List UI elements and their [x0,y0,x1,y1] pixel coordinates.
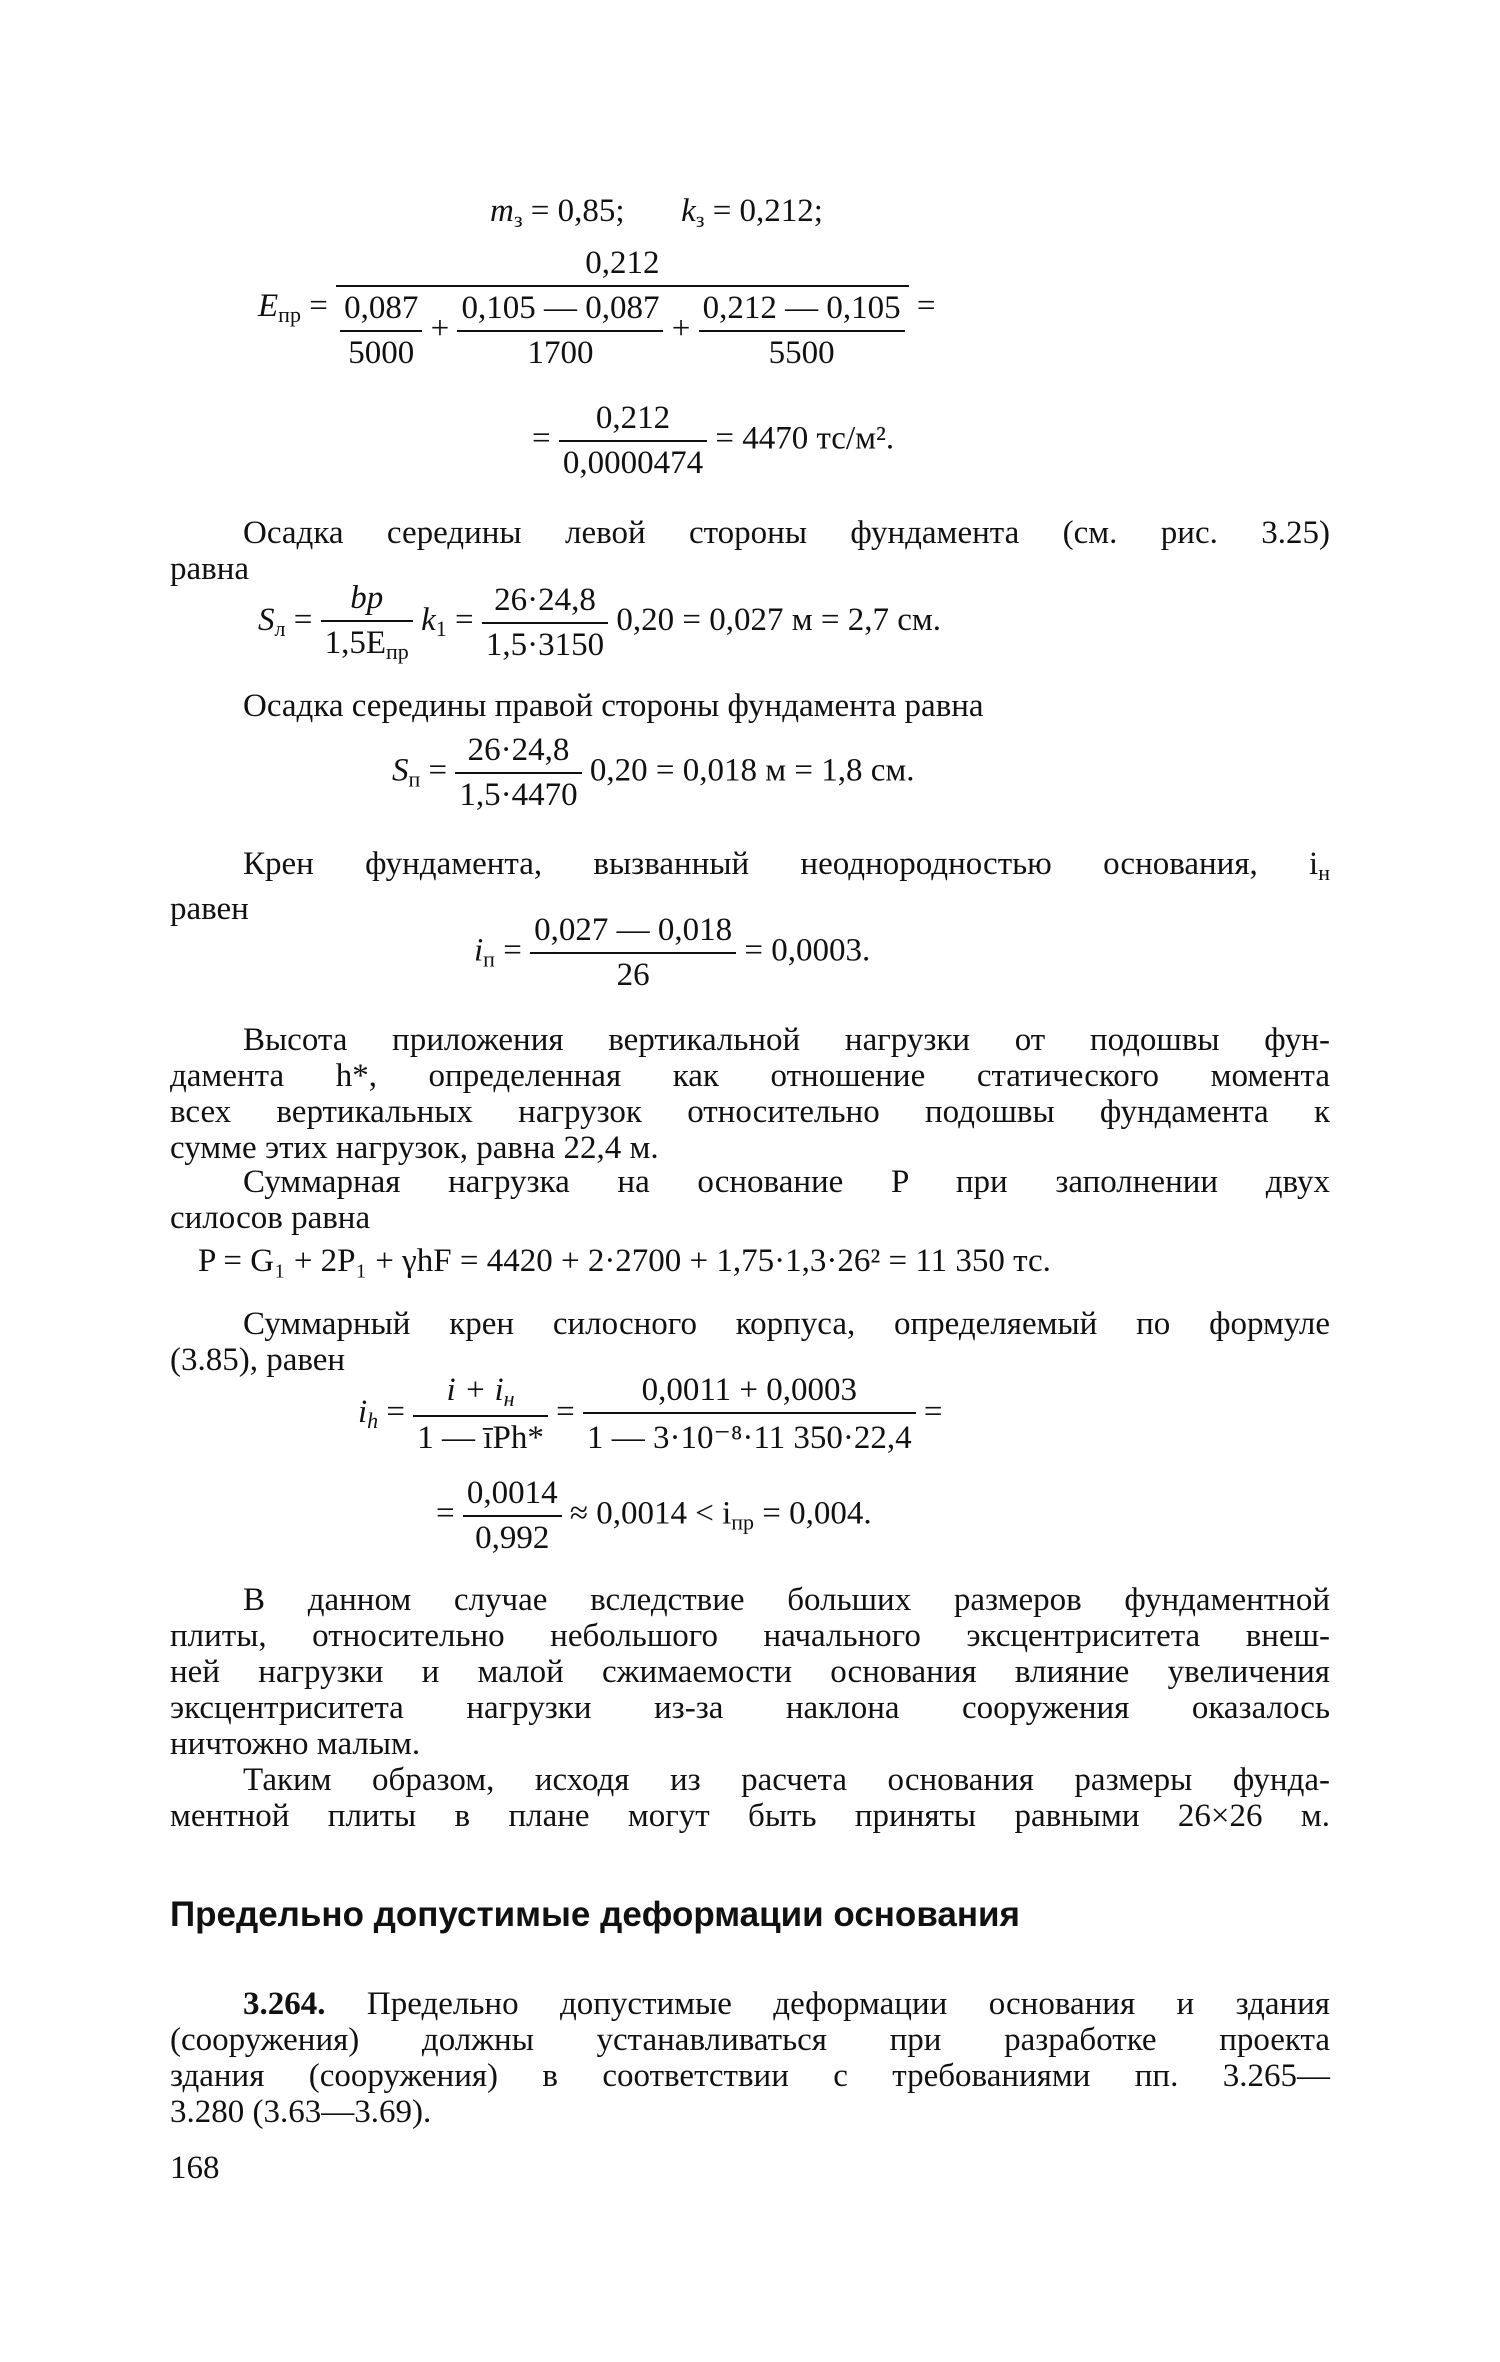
k-value: = 0,212; [704,193,823,229]
e-main-fraction [336,245,909,372]
formula-i-p: $i_п$ = $\frac{0,027 — 0,018}{26}$ = 0,0003. [474,912,871,993]
paragraph-2: Осадка середины правой стороны фундамента равна [243,688,984,724]
ih-fraction-2: $\frac{0,0011 + 0,0003}{\text{1 — 3·10⁻⁸·11 350·22,4}}$ [583,1372,916,1457]
m-symbol: m [490,193,514,229]
k-subscript: з [695,207,705,232]
paragraph-1: Осадка середины левой стороны фундамента (см. рис. 3.25) равна [170,515,1330,587]
formula-s-left: $S_л$ = $\frac{bp}{1,5E_{пр}}$ $k_1$ = $\frac{26\cdot 24,8}{1,5\cdot 3150}$ 0,20 = 0,027 м = 2,7 см. [258,580,941,664]
m-subscript: з [513,207,523,232]
sl-fraction-2: $\frac{26\cdot 24,8}{1,5\cdot 3150}$ [482,582,608,664]
e-denominator: $\frac{0,087}{5000}$ + $\frac{0,105 — 0,087}{1700}$ + $\frac{0,212 — 0,105}{5500}$ [336,287,909,372]
paragraph-8: Таким образом, исходя из расчета основания размеры фунда- ментной плиты в плане могут быть приняты равными 26×26 м. [170,1762,1330,1834]
formula-s-right: $S_п$ = $\frac{26\cdot 24,8}{1,5\cdot 4470}$ 0,20 = 0,018 м = 1,8 см. [392,732,915,813]
ip-fraction: $\frac{0,027 — 0,018}{26}$ [530,912,736,994]
sp-fraction: $\frac{26\cdot 24,8}{1,5\cdot 4470}$ [455,732,581,814]
e-numerator: 0,212 [336,245,909,287]
paragraph-6: Суммарный крен силосного корпуса, определяемый по формуле (3.85), равен [170,1306,1330,1378]
paragraph-4: Высота приложения вертикальной нагрузки от подошвы фун- дамента h*, определенная как отношение статического момента всех вертикальных нагрузок относительно подошвы фундамента к сумме этих нагрузок, равна 22,4 м. [170,1022,1330,1166]
formula-e-result: = $\frac{0,212}{0,0000474}$ = 4470 тс/м². [532,400,895,481]
clause-number: 3.264. [243,1986,326,2022]
formula-m-k [490,193,823,233]
paragraph-7: В данном случае вследствие больших размеров фундаментной плиты, относительно небольшого начального эксцентриситета внеш- ней нагрузки и малой сжимаемости основания влияние увеличения эксцентриситета нагрузки из-за наклона сооружения оказалось ничтожно малым. [170,1582,1330,1762]
page-number: 168 [170,2150,220,2186]
equals-sign: = [309,288,328,325]
term1-fraction: $\frac{0,087}{5000}$ [340,290,422,372]
formula-i-h: $i_h$ = $\frac{i + i_н}{\text{1 — īPh*}}$ = $\frac{0,0011 + 0,0003}{\text{1 — 3·10⁻⁸·11 350·22,4}}$ = [358,1372,943,1456]
sl-fraction-1: $\frac{bp}{1,5E_{пр}}$ [321,580,413,665]
formula-e-pr: $E_{пр}$ = 0,212 $\frac{0,087}{5000}$ + $\frac{0,105 — 0,087}{1700}$ + $\frac{0,212 — 0,105}{5500}$ = [258,245,936,371]
e-symbol: E [258,288,279,325]
term2-fraction: $\frac{0,105 — 0,087}{1700}$ [457,290,663,372]
e-subscript: пр [278,302,301,328]
paragraph-5: Суммарная нагрузка на основание P при заполнении двух силосов равна [170,1164,1330,1236]
e2-fraction: $\frac{0,212}{0,0000474}$ [559,400,707,482]
formula-i-h-result: = $\frac{0,0014}{0,992}$ ≈ $0,0014 < i_{пр} = 0,004$. [436,1475,872,1556]
k-symbol: k [681,193,696,229]
paragraph-3: Крен фундамента, вызванный неоднородностью основания, $i_н$ равен [170,846,1330,927]
ih-fraction-1: $\frac{i + i_н}{\text{1 — īPh*}}$ [413,1372,548,1457]
m-value: = 0,85; [522,193,625,229]
section-heading: Предельно допустимые деформации основания [170,1895,1020,1934]
paragraph-9: 3.264. Предельно допустимые деформации основания и здания (сооружения) должны устанавливаться при разработке проекта здания (сооружения) в соответствии с требованиями пп. 3.265— 3.280 (3.63—3.69). [170,1986,1330,2130]
term3-fraction: $\frac{0,212 — 0,105}{5500}$ [699,290,905,372]
formula-p-total: P = G₁ + 2P₁ + γhF = 4420 + 2·2700 + 1,75·1,3·26² = 11 350 тс. [198,1243,1051,1279]
ih2-fraction: $\frac{0,0014}{0,992}$ [463,1475,562,1557]
e2-result: = 4470 тс/м². [715,420,895,457]
